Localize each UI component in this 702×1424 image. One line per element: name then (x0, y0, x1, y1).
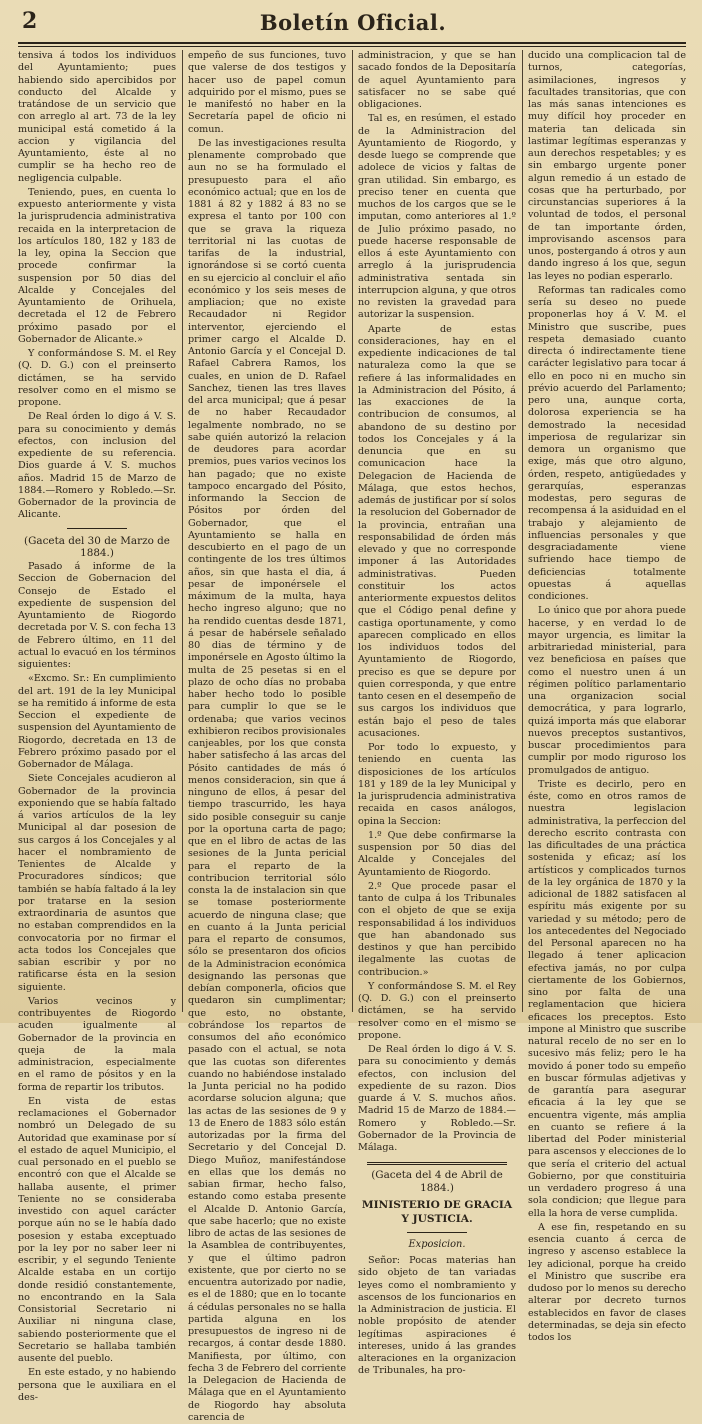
paragraph: Lo único que por ahora puede hacerse, y en verdad lo de mayor urgencia, es limitar la arbitrariedad ministerial, para vez beneficiosa en países que como el nuestro unen á un régimen político parlamentario una organizacion social democrática, y para lograrlo, quizá importa más que elaborar nuevos preceptos sustantivos, buscar procedimientos para cumplir por modo riguroso los promulgados de antiguo. (528, 605, 686, 776)
section-divider (407, 1232, 467, 1233)
paragraph: Señor: Pocas materias han sido objeto de tan variadas leyes como el nombramiento y ascensos de los funcionarios en la Administracion de justicia. El noble propósito de atender legítimas aspiraciones é intereses, unido á las grandes alteraciones en la organizacion de Tribunales, ha pro- (358, 1255, 516, 1377)
paragraph: Y conformándose S. M. el Rey (Q. D. G.) con el preinserto dictámen, se ha servido resolver como en el mismo se propone. (358, 980, 516, 1041)
paragraph: Aparte de estas consideraciones, hay en el expediente indicaciones de tal naturaleza como la que se refiere á las informalidades en la Administracion del Pósito, á las exacciones de la contribucion de consumos, al abandono de su destino por todos los Concejales y á la denuncia que en su comunicacion hace la Delegacion de Hacienda de Málaga, que estos hechos, además de justificar por sí solos la resolucion del Gobernador de la provincia, entrañan una responsabilidad de órden más elevado y que no corresponde imponer á las Autoridades administrativas. Pueden constituir los actos anteriormente expuestos delitos que el Código penal define y castiga oportunamente, y como aparecen complicado en ellos los individuos todos del Ayuntamiento de Riogordo, preciso es que se depure por quien corresponda, y que entre tanto cesen en el desempeño de sus cargos los individuos que están bajo el peso de tales acusaciones. (358, 323, 516, 739)
paragraph: Reformas tan radicales como sería su deseo no puede proponerlas hoy á V. M. el Ministro que suscribe, pues respeta demasiado cuanto directa ó indirectamente tiene carácter legislativo para tocar á ello en poco ni en mucho sin prévio acuerdo del Parlamento; pero una, aunque corta, dolorosa experiencia se ha demostrado la necesidad imperiosa de regularizar sin demora un organismo que exige, más que otro alguno, órden, respeto, antigüedades y gerarquías, esperanzas modestas, pero seguras de recompensa á la asiduidad en el trabajo y alejamiento de influencias personales y que desgraciadamente viene sufriendo hace tiempo de deficiencias totalmente opuestas á aquellas condiciones. (528, 284, 686, 602)
header-rule-thin (18, 46, 686, 47)
gazette-date: (Gaceta del 30 de Marzo de 1884.) (24, 534, 170, 559)
column-1 (18, 50, 176, 1403)
paragraph: De Real órden lo digo á V. S. para su conocimiento y demás efectos, con inclusion del expediente de su razon. Dios guarde á V. S. muchos años. Madrid 15 de Marzo de 1884.—Romero y Robledo.—Sr. Gobernador de la Provincia de Málaga. (358, 1044, 516, 1153)
paragraph: De las investigaciones resulta plenamente comprobado que aun no se ha formulado el presupuesto para el año económico actual; que en los de 1881 á 82 y 1882 á 83 no se expresa el tanto por 100 con que se grava la riqueza territorial ni las cuotas de tarifas de la industrial, ignorándose si se cortó cuenta en su ejercicio al concluir el año económico y los seis meses de ampliacion; que no existe Recaudador ni Regidor interventor, ejerciendo el primer cargo el Alcalde D. Antonio García y el Concejal D. Rafael Cabrera Ramos, los cuales, en union de D. Rafael Sanchez, tienen las tres llaves del arca municipal; que á pesar de no haber Recaudador legalmente nombrado, no se sabe quién autorizó la relacion de deudores para acordar premios, pues varios vecinos los han pagado; que no existe tampoco encargado del Pósito, informando la Seccion de Pósitos por órden del Gobernador, que el Ayuntamiento se halla en descubierto en el pago de un contingente de los tres últimos años, sin que hasta el dia, á pesar de imponérsele el máximum de la multa, haya hecho ingreso alguno; que no ha rendido cuentas desde 1871, á pesar de habérsele señalado 80 dias de término y de imponérsele en Agosto último la multa de 25 pesetas si en el plazo de ocho días no probaba haber hecho todo lo posible para cumplir lo que se le ordenaba; que varios vecinos exhibieron recibos provisionales canjeables, por los que consta haber satisfecho á las arcas del Pósito cantidades de más ó menos consideracion, sin que á ninguno de ellos, á pesar del tiempo trascurrido, les haya sido posible conseguir su canje por la oportuna carta de pago; que en el libro de actas de las sesiones de la Junta pericial para el reparto de la contribucion territorial sólo consta la de instalacion sin que se tomase posteriormente acuerdo de ninguna clase; que en cuanto á la Junta pericial para el reparto de consumos, sólo se presentaron dos oficios de la Administracion económica designando las personas que debían componerla, oficios que quedaron sin cumplimentar; que esto, no obstante, cobrándose los repartos de consumos del año económico pasado con el actual, se nota que las cuotas son diferentes cuando no habiéndose instalado la Junta pericial no ha podido acordarse solucion alguna; que las actas de las sesiones de 9 y 13 de Enero de 1883 sólo están autorizadas por la firma del Secretario y del Concejal D. Diego Muñoz, manifestándose en ellas que los demás no sabian firmar, hecho falso, estando como estaba presente el Alcalde D. Antonio García, que sabe hacerlo; que no existe libro de actas de las sesiones de la Asamblea de contribuyentes, y que el último padron existente, que por cierto no se encuentra autorizado por nadie, es el de 1880; que en lo tocante á cédulas personales no se halla partida alguna en los presupuestos de ingreso ni de recargos, á contar desde 1880. Manifiesta, por último, con fecha 3 de Febrero del corriente la Delegacion de Hacienda de Málaga que en el Ayuntamiento de Riogordo hay absoluta carencia de (188, 137, 346, 1423)
article-columns (18, 50, 686, 1423)
paragraph: ducido una complicacion tal de turnos, categorías, asimilaciones, ingresos y facultades transitorias, que con las más sanas intenciones es muy difícil hoy proceder en materia tan delicada sin lastimar legítimas esperanzas y aun derechos respetables; y es sin embargo urgente poner algun remedio á un estado de cosas que ha perturbado, por circunstancias superiores á la voluntad de todos, el personal de tan importante órden, improvisando ascensos para unos, postergando á otros y aun dando ingreso á los que, segun las leyes no podian esperarlo. (528, 50, 686, 282)
paragraph: 2.º Que procede pasar el tanto de culpa á los Tribunales con el objeto de que se exija responsabilidad á los individuos que han abandonado sus destinos y que han percibido ilegalmente las cuotas de contribucion.» (358, 880, 516, 978)
ministry-heading: MINISTERIO DE GRACIA Y JUSTICIA. (361, 1198, 513, 1225)
paragraph: administracion, y que se han sacado fondos de la Depositaría de aquel Ayuntamiento para satisfacer no se sabe qué obligaciones. (358, 50, 516, 110)
paragraph: Varios vecinos y contribuyentes de Riogordo acuden igualmente al Gobernador de la provincia en queja de la mala administracion, especialmente en el ramo de pósitos y en la forma de repartir los tributos. (18, 995, 176, 1093)
paragraph: Tal es, en resúmen, el estado de la Administracion del Ayuntamiento de Riogordo, y desde luego se comprende que adolece de vicios y faltas de gran utilidad. Sin embargo, es preciso tener en cuenta que muchos de los cargos que se le imputan, como anteriores al 1.º de Julio próximo pasado, no puede hacerse responsable de ellos á este Ayuntamiento con arreglo á la jurisprudencia administrativa sentada sin interrupcion alguna, y que otros no revisten la gravedad para autorizar la suspension. (358, 113, 516, 321)
paragraph: Siete Concejales acudieron al Gobernador de la provincia exponiendo que se había faltado á varios artículos de la ley Municipal al dar posesion de sus cargos á los Concejales y al hacer el nombramiento de Tenientes de Alcalde y Procuradores síndicos; que también se había faltado á la ley por tratarse en la sesion extraordinaria de asuntos que no estaban comprendidos en la convocatoria por no firmar el acta todos los Concejales que sabian escribir y por no ratificarse ésta en la sesion siguiente. (18, 773, 176, 993)
paragraph: Triste es decirlo, pero en éste, como en otros ramos de nuestra legislacion administrativa, la perfeccion del derecho escrito contrasta con las dificultades de una práctica sostenida y eficaz; así los artísticos y complicados turnos de la ley orgánica de 1870 y la adicional de 1882 satisfacen al espíritu más exigente por su variedad y su método; pero de los antecedentes del Negociado del Personal aparecen no ha llegado á tener aplicacion efectiva jamás, no por culpa ciertamente de los Gobiernos, sino por falta de una reglamentacion que hiciera eficaces los preceptos. Esto impone al Ministro que suscribe natural recelo de no ser en lo sucesivo más feliz; pero le ha movido á poner todo su empeño en buscar fórmulas adjetivas y de garantía para asegurar eficacia á la ley que se encuentra vigente, más amplia en cuanto se refiere á la libertad del Poder ministerial para ascensos y elecciones de lo que sería el criterio del actual Gobierno, por que constituiria un verdadero progreso á una sola condicion; que llegue para ella la hora de verse cumplida. (528, 778, 686, 1219)
paragraph: 1.º Que debe confirmarse la suspension por 50 dias del Alcalde y Concejales del Ayuntamiento de Riogordo. (358, 829, 516, 878)
column-2 (188, 50, 346, 1423)
section-divider (367, 1162, 507, 1165)
paragraph: En vista de estas reclamaciones el Gobernador nombró un Delegado de su Autoridad que examinase por sí el estado de aquel Municipio, el cual personado en el pueblo se encontró con que el Alcalde se hallaba ausente, el primer Teniente no se consideraba investido con aquel carácter porque aún no se le había dado posesion y estaba exceptuado por la ley por no saber leer ni escribir, y el segundo Teniente Alcalde estaba en un cortijo donde residió constantemente, no encontrando en la Sala Consistorial Secretario ni Auxiliar ni ninguna clase, sabiendo posteriormente que el Secretario se hallaba también ausente del pueblo. (18, 1095, 176, 1364)
section-divider (67, 528, 127, 529)
column-4 (528, 50, 686, 1343)
section-subtitle: Exposicion. (408, 1238, 466, 1250)
paragraph: Por todo lo expuesto, y teniendo en cuenta las disposiciones de los artículos 181 y 189 de la ley Municipal y la jurisprudencia administrativa recaida en casos análogos, opina la Seccion: (358, 742, 516, 827)
paragraph: A ese fin, respetando en su esencia cuanto á cerca de ingreso y ascenso establece la ley adicional, porque ha creido el Ministro que suscribe era dudoso por lo menos su derecho alterar por decreto turnos establecidos en favor de clases determinadas, se deja sin efecto todos los (528, 1221, 686, 1343)
column-3 (358, 50, 516, 1377)
paragraph: Teniendo, pues, en cuenta lo expuesto anteriormente y vista la jurisprudencia administrativa recaida en la interpretacion de los artículos 180, 182 y 183 de la ley, opina la Seccion que procede confirmar la suspension por 50 dias del Alcalde y Concejales del Ayuntamiento de Orihuela, decretada el 12 de Febrero próximo pasado por el Gobernador de Alicante.» (18, 186, 176, 345)
paragraph: En este estado, y no habiendo persona que le auxiliara en el des- (18, 1367, 176, 1403)
page-header (18, 8, 688, 38)
paragraph: De Real órden lo digo á V. S. para su conocimiento y demás efectos, con inclusion del expediente de su referencia. Dios guarde á V. S. muchos años. Madrid 15 de Marzo de 1884.—Romero y Robledo.—Sr. Gobernador de la provincia de Alicante. (18, 411, 176, 521)
paragraph: tensiva á todos los individuos del Ayuntamiento; pues habiendo sido apercibidos por conducto del Alcalde y tratándose de un servicio que con arreglo al art. 73 de la ley municipal está cometido á la accion y vigilancia del Ayuntamiento, éste al no cumplir se ha hecho reo de negligencia culpable. (18, 50, 176, 184)
header-rule (18, 42, 686, 44)
paragraph: Y conformándose S. M. el Rey (Q. D. G.) con el preinserto dictámen, se ha servido resolver como en el mismo se propone. (18, 348, 176, 408)
gazette-date: (Gaceta del 4 de Abril de 1884.) (371, 1169, 503, 1194)
paragraph: «Excmo. Sr.: En cumplimiento del art. 191 de la ley Municipal se ha remitido á informe de esta Seccion el expediente de suspension del Ayuntamiento de Riogordo, decretada en 13 de Febrero próximo pasado por el Gobernador de Málaga. (18, 673, 176, 770)
newspaper-title: Boletín Oficial. (259, 10, 447, 35)
paragraph: empeño de sus funciones, tuvo que valerse de dos testigos y hacer uso de papel comun adquirido por el mismo, pues se le manifestó no haber en la Secretaría papel de oficio ni comun. (188, 50, 346, 135)
page-number: 2 (22, 8, 38, 34)
paragraph: Pasado á informe de la Seccion de Gobernacion del Consejo de Estado el expediente de suspension del Ayuntamiento de Riogordo decretada por V. S. con fecha 13 de Febrero último, en 11 del actual lo evacuó en los términos siguientes: (18, 561, 176, 670)
